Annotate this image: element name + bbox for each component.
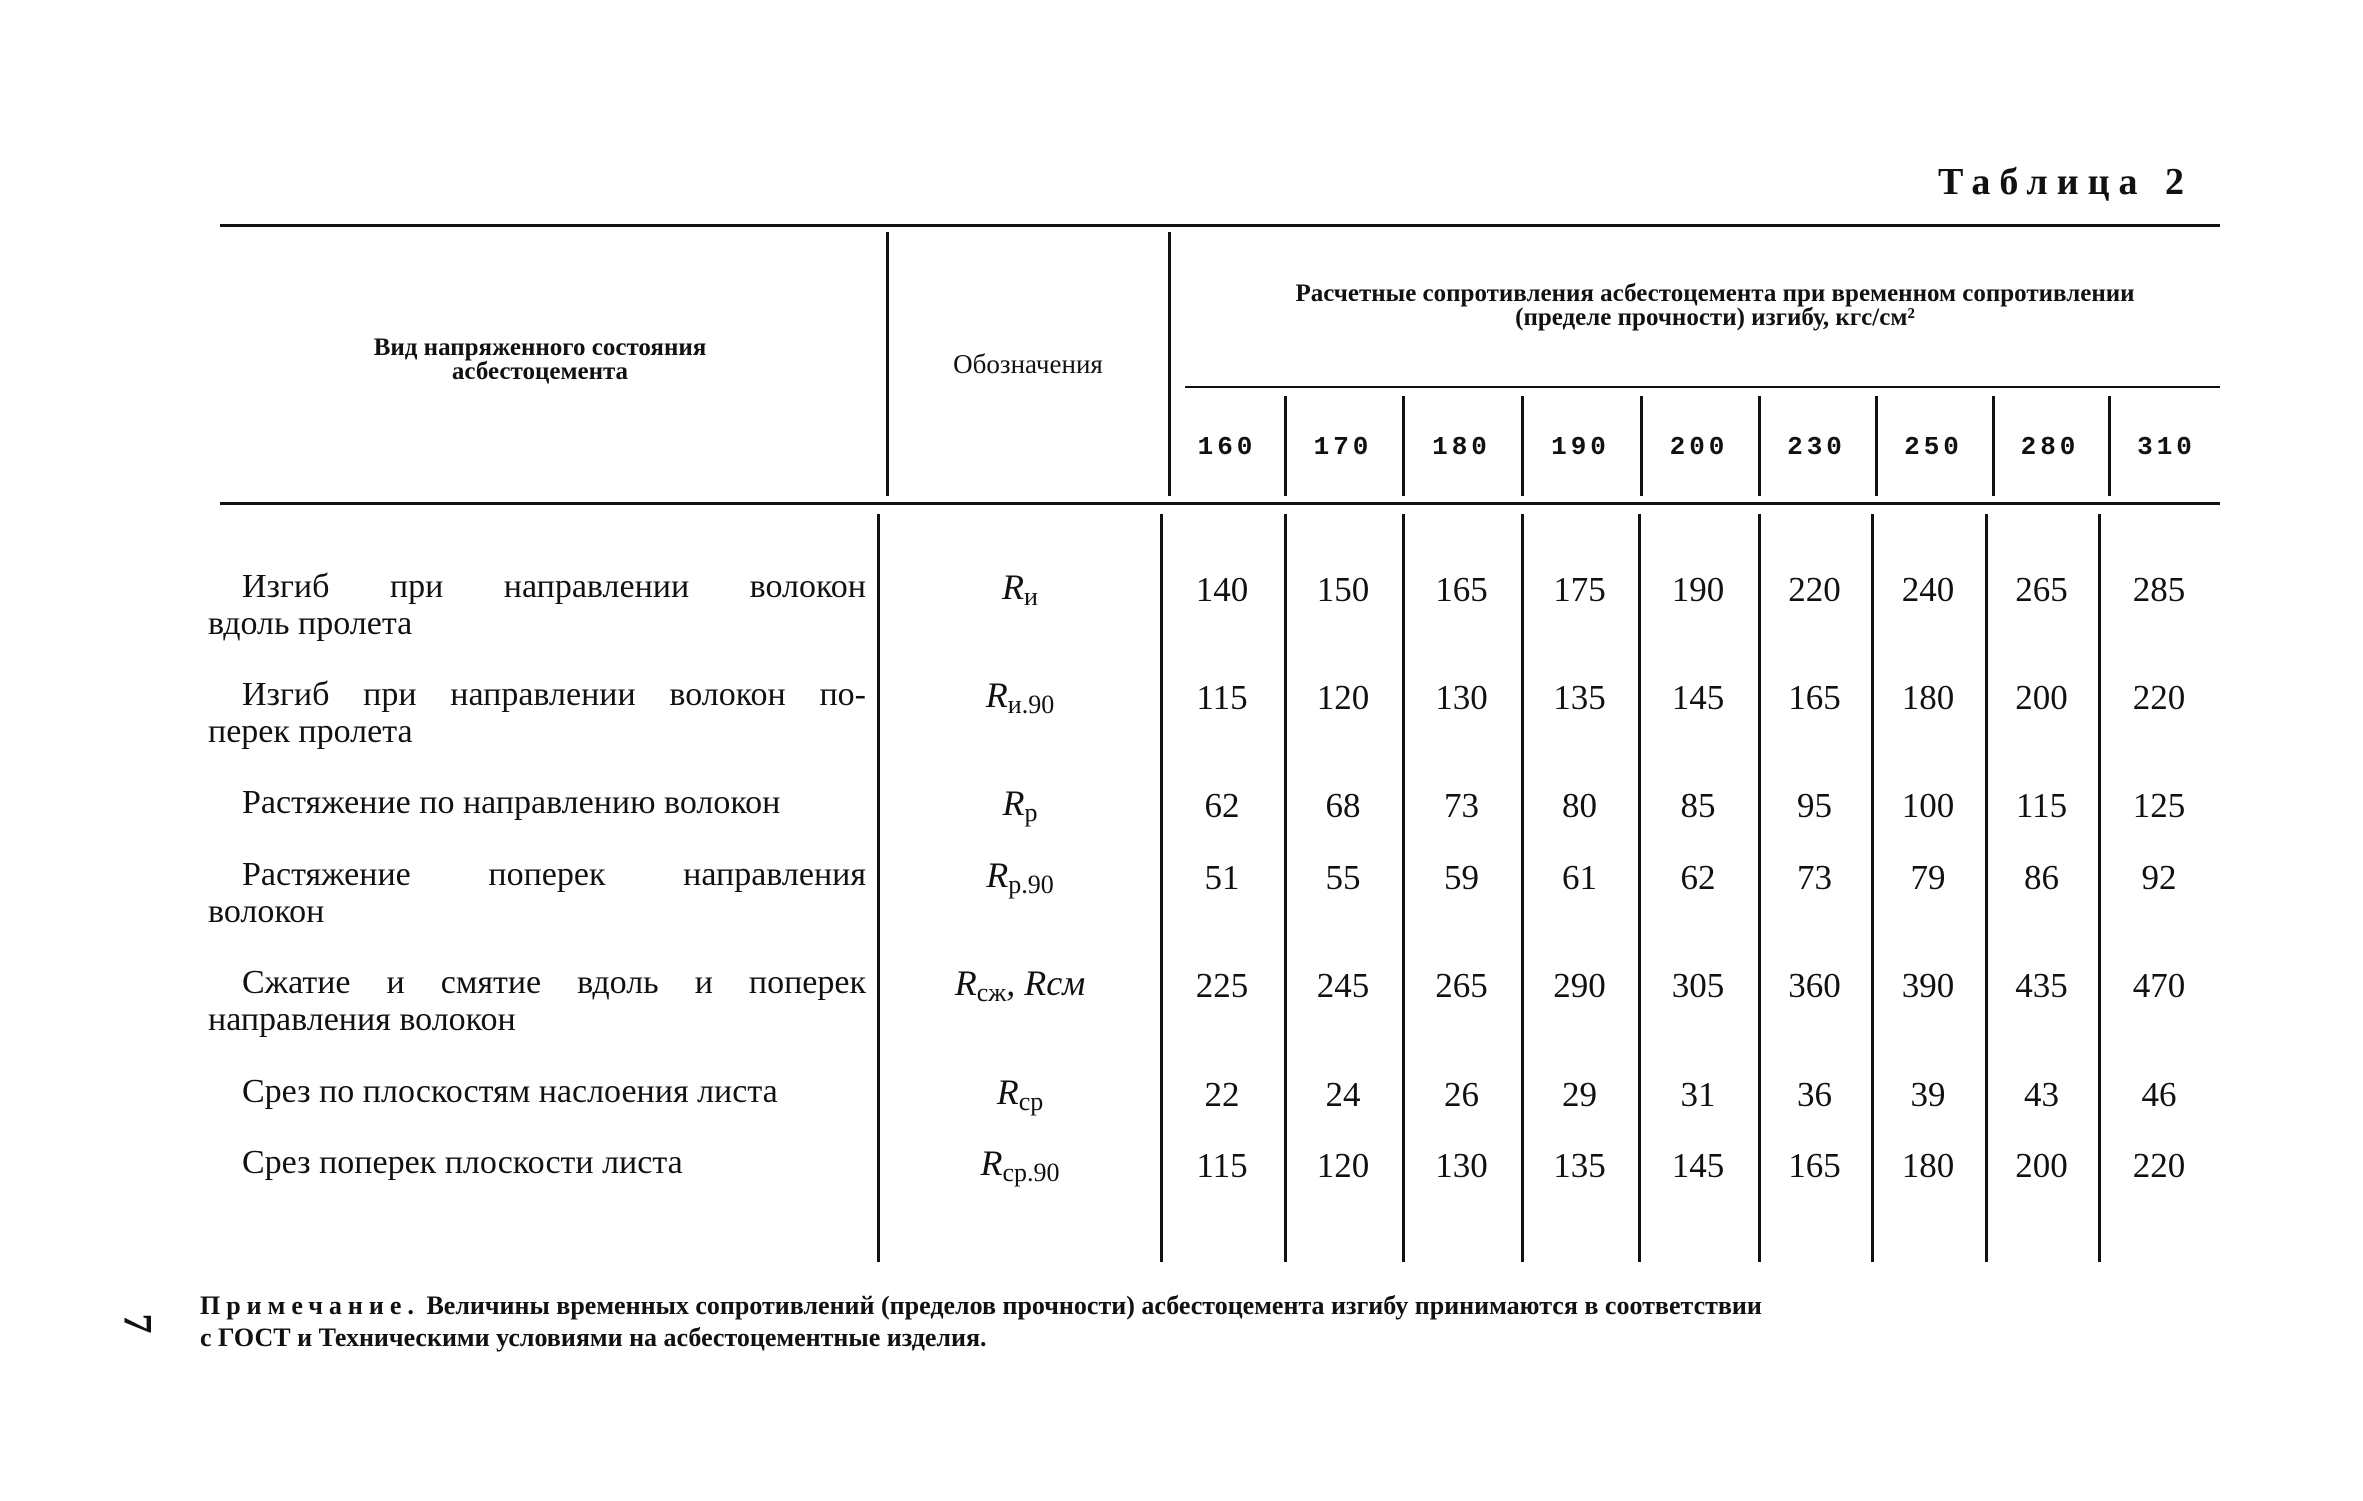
table-cell: 140 bbox=[1195, 570, 1249, 609]
row-label bbox=[208, 964, 866, 1038]
row-label-line1: Изгиб при направлении волокон по- bbox=[242, 676, 866, 713]
table-cell: 39 bbox=[1910, 1075, 1946, 1114]
table-cell: 120 bbox=[1316, 678, 1370, 717]
row-label-line2: вдоль пролета bbox=[208, 605, 413, 642]
table-cell: 115 bbox=[1196, 678, 1248, 717]
row-label-line2: направления волокон bbox=[208, 1001, 516, 1038]
table-cell: 180 bbox=[1901, 678, 1955, 717]
page-number: 7 bbox=[115, 1313, 161, 1334]
table-cell: 36 bbox=[1797, 1075, 1832, 1114]
table-cell: 220 bbox=[1788, 570, 1841, 609]
table-caption: Таблица 2 bbox=[1937, 161, 2193, 203]
symbol-main: R bbox=[996, 1072, 1019, 1112]
header-inner-rule bbox=[1185, 386, 2220, 388]
table-cell: 22 bbox=[1204, 1075, 1240, 1114]
table-cell: 220 bbox=[2132, 678, 2186, 717]
row-label bbox=[208, 856, 866, 930]
table-cell: 125 bbox=[2132, 786, 2186, 825]
symbol-subscript: сж bbox=[976, 978, 1007, 1007]
row-label-line1: Срез по плоскостям наслоения листа bbox=[242, 1073, 778, 1110]
table-cell: 200 bbox=[2015, 678, 2068, 717]
row-symbol bbox=[880, 566, 1160, 612]
table-cell: 165 bbox=[1435, 570, 1488, 609]
row-label-line2: волокон bbox=[208, 893, 325, 930]
symbol-subscript: и.90 bbox=[1007, 690, 1055, 719]
row-symbol bbox=[880, 1071, 1160, 1117]
table-cell: 80 bbox=[1562, 786, 1597, 825]
table-cell: 115 bbox=[2015, 786, 2068, 825]
table-cell: 120 bbox=[1316, 1146, 1370, 1185]
row-label bbox=[208, 676, 866, 750]
header-strength-group: Расчетные сопротивления асбестоцемента при временном сопротивлении (пределе прочности) изгибу, кгс/см² bbox=[1295, 280, 2135, 331]
table-cell: 85 bbox=[1680, 786, 1716, 825]
row-symbol bbox=[880, 962, 1160, 1008]
table-cell: 285 bbox=[2132, 570, 2186, 609]
table-cell: 470 bbox=[2132, 966, 2186, 1005]
symbol-main: R bbox=[1002, 567, 1025, 607]
header-divider-type bbox=[886, 232, 889, 496]
table-cell: 100 bbox=[1901, 786, 1955, 825]
row-label bbox=[208, 568, 866, 642]
note-label: Примечание. bbox=[200, 1291, 420, 1320]
table-cell: 43 bbox=[2024, 1075, 2059, 1114]
table-cell: 86 bbox=[2024, 858, 2059, 897]
header-strength-value: 160 bbox=[1197, 432, 1257, 462]
header-type: Вид напряженного состояния асбестоцемента bbox=[373, 334, 707, 385]
symbol-main: R bbox=[1002, 783, 1025, 823]
table-cell: 435 bbox=[2015, 966, 2068, 1005]
table-cell: 175 bbox=[1553, 570, 1606, 609]
table-cell: 130 bbox=[1435, 678, 1488, 717]
table-cell: 46 bbox=[2141, 1075, 2177, 1114]
symbol-main: R bbox=[980, 1143, 1003, 1183]
table-cell: 79 bbox=[1910, 858, 1946, 897]
table-cell: 24 bbox=[1325, 1075, 1361, 1114]
row-symbol bbox=[880, 854, 1160, 900]
header-strength-value: 180 bbox=[1432, 432, 1491, 462]
table-cell: 73 bbox=[1444, 786, 1479, 825]
table-cell: 26 bbox=[1444, 1075, 1479, 1114]
table-cell: 200 bbox=[2015, 1146, 2068, 1185]
symbol-subscript: ср bbox=[1018, 1087, 1044, 1116]
table-cell: 55 bbox=[1325, 858, 1361, 897]
symbol-subscript: ср.90 bbox=[1002, 1158, 1060, 1187]
table-cell: 225 bbox=[1195, 966, 1249, 1005]
row-symbol bbox=[880, 674, 1160, 720]
header-strength-value: 230 bbox=[1787, 432, 1846, 462]
header-strength-value: 310 bbox=[2137, 432, 2196, 462]
table-cell: 220 bbox=[2132, 1146, 2186, 1185]
symbol-subscript: р bbox=[1024, 798, 1038, 827]
table-cell: 61 bbox=[1562, 858, 1597, 897]
row-symbol bbox=[880, 1142, 1160, 1188]
table-top-rule bbox=[220, 224, 2220, 227]
table-cell: 245 bbox=[1316, 966, 1370, 1005]
row-label-line1: Сжатие и смятие вдоль и поперек bbox=[242, 964, 866, 1001]
header-bottom-rule bbox=[220, 502, 2220, 505]
row-label bbox=[208, 1073, 866, 1110]
table-cell: 305 bbox=[1671, 966, 1725, 1005]
table-cell: 165 bbox=[1788, 678, 1841, 717]
row-label bbox=[208, 1144, 866, 1181]
row-label-line1: Растяжение поперек направления bbox=[242, 856, 866, 893]
table-cell: 31 bbox=[1680, 1075, 1716, 1114]
symbol-subscript: р.90 bbox=[1008, 870, 1054, 899]
table-cell: 180 bbox=[1901, 1146, 1955, 1185]
table-cell: 115 bbox=[1196, 1146, 1248, 1185]
row-label-line2: перек пролета bbox=[208, 713, 413, 750]
table-cell: 360 bbox=[1788, 966, 1841, 1005]
table-cell: 265 bbox=[1435, 966, 1488, 1005]
table-cell: 59 bbox=[1444, 858, 1479, 897]
symbol-main: R bbox=[986, 855, 1009, 895]
header-strength-value: 250 bbox=[1904, 432, 1963, 462]
symbol-main: R bbox=[954, 963, 977, 1003]
header-symbol: Обозначения bbox=[953, 349, 1103, 379]
header-strength-value: 280 bbox=[2020, 432, 2080, 462]
table-cell: 29 bbox=[1562, 1075, 1597, 1114]
header-strength-value: 190 bbox=[1551, 432, 1610, 462]
table-cell: 190 bbox=[1671, 570, 1725, 609]
note-text-line2: с ГОСТ и Техническими условиями на асбестоцементные изделия. bbox=[200, 1323, 987, 1352]
table-cell: 68 bbox=[1325, 786, 1361, 825]
row-symbol bbox=[880, 782, 1160, 828]
table-cell: 145 bbox=[1671, 678, 1725, 717]
table-cell: 165 bbox=[1788, 1146, 1841, 1185]
row-label-line1: Срез поперек плоскости листа bbox=[242, 1144, 683, 1181]
table-cell: 95 bbox=[1797, 786, 1832, 825]
table-cell: 135 bbox=[1553, 678, 1606, 717]
header-strength-value: 170 bbox=[1313, 432, 1373, 462]
table-cell: 62 bbox=[1680, 858, 1716, 897]
header-strength-value: 200 bbox=[1669, 432, 1729, 462]
table-cell: 92 bbox=[2141, 858, 2177, 897]
table-cell: 150 bbox=[1316, 570, 1370, 609]
table-cell: 145 bbox=[1671, 1146, 1725, 1185]
table-cell: 390 bbox=[1901, 966, 1955, 1005]
row-label-line1: Растяжение по направлению волокон bbox=[242, 784, 781, 821]
table-cell: 62 bbox=[1204, 786, 1240, 825]
table-cell: 290 bbox=[1553, 966, 1606, 1005]
row-label-line1: Изгиб при направлении волокон bbox=[242, 568, 866, 605]
symbol-main: R bbox=[985, 675, 1008, 715]
row-label bbox=[208, 784, 866, 821]
symbol-tail: , Rсм bbox=[1006, 963, 1086, 1003]
table-cell: 51 bbox=[1204, 858, 1240, 897]
table-cell: 265 bbox=[2015, 570, 2068, 609]
table-cell: 130 bbox=[1435, 1146, 1488, 1185]
symbol-subscript: и bbox=[1024, 582, 1038, 611]
table-cell: 240 bbox=[1901, 570, 1955, 609]
table-note bbox=[200, 1290, 2190, 1354]
table-cell: 73 bbox=[1797, 858, 1832, 897]
note-text-line1: Величины временных сопротивлений (пределов прочности) асбестоцемента изгибу принимаются в соответствии bbox=[419, 1291, 1762, 1320]
table-cell: 135 bbox=[1553, 1146, 1606, 1185]
